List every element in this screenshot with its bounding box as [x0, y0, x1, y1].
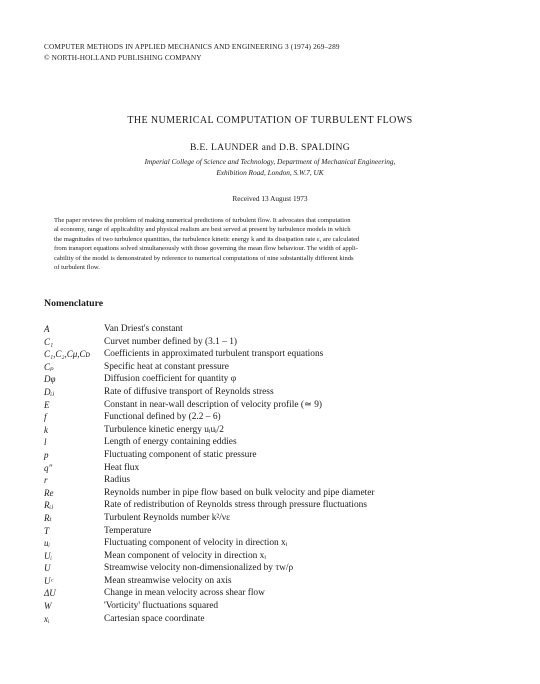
- nomenclature-definition: Functional defined by (2.2 – 6): [104, 412, 221, 423]
- nomenclature-definition: Turbulent Reynolds number k²/νε: [104, 512, 231, 523]
- abstract-line: The paper reviews the problem of making numerical predictions of turbulent flow. It advocates that computation: [54, 217, 351, 224]
- nomenclature-item: [44, 336, 504, 349]
- nomenclature-definition: Rate of redistribution of Reynolds stress through pressure fluctuations: [104, 500, 367, 511]
- nomenclature-symbol: A: [44, 324, 50, 334]
- nomenclature-symbol: l: [44, 437, 47, 448]
- nomenclature-definition: Turbulence kinetic energy uᵢuᵢ/2: [104, 424, 224, 435]
- nomenclature-symbol: ΔU: [44, 588, 56, 599]
- nomenclature-symbol: Cₚ: [44, 361, 54, 372]
- journal-header: [44, 41, 340, 63]
- nomenclature-definition: Change in mean velocity across shear flow: [104, 588, 265, 599]
- nomenclature-symbol: uᵢ: [44, 538, 50, 549]
- nomenclature-definition: Fluctuating component of static pressure: [104, 449, 257, 460]
- received-date: Received 13 August 1973: [232, 194, 308, 203]
- nomenclature-symbol: q″: [44, 462, 53, 473]
- nomenclature-symbol: Uᶜ: [44, 575, 53, 586]
- nomenclature-item: [44, 386, 504, 399]
- nomenclature-item: [44, 575, 504, 588]
- nomenclature-symbol: U: [44, 563, 51, 574]
- nomenclature-item: [44, 512, 504, 525]
- nomenclature-item: [44, 537, 504, 550]
- nomenclature-item: [44, 474, 504, 487]
- abstract-line: the magnitudes of two turbulence quantities, the turbulence kinetic energy k and its dissipation rate ε, are calculated: [54, 235, 360, 243]
- nomenclature-definition: Specific heat at constant pressure: [104, 361, 229, 372]
- nomenclature-definition: Coefficients in approximated turbulent transport equations: [104, 349, 324, 360]
- nomenclature-symbol: C₁,C₂,Cμ,Cᴅ: [44, 349, 91, 360]
- nomenclature-definition: Curvet number defined by (3.1 – 1): [104, 336, 238, 347]
- nomenclature-symbol: Re: [44, 487, 54, 498]
- nomenclature-symbol: Rᵢⱼ: [44, 500, 54, 511]
- nomenclature-definition: Streamwise velocity non-dimensionalized by τw/ρ: [104, 563, 294, 574]
- abstract: [54, 216, 488, 272]
- nomenclature-item: [44, 525, 504, 538]
- nomenclature-symbol: k: [44, 424, 48, 435]
- nomenclature-definition: Mean component of velocity in direction xᵢ: [104, 550, 266, 561]
- nomenclature-symbol: Dᵢⱼ: [44, 386, 55, 397]
- abstract-line: cability of the model is demonstrated by reference to numerical computations of nine substantially different kinds: [54, 254, 354, 262]
- affiliation-line-1: Imperial College of Science and Technology, Department of Mechanical Engineering,: [144, 157, 396, 166]
- nomenclature-definition: Reynolds number in pipe flow based on bulk velocity and pipe diameter: [104, 487, 375, 498]
- nomenclature-heading: Nomenclature: [44, 298, 104, 309]
- nomenclature-item: [44, 600, 504, 613]
- abstract-line: from transport equations solved simultaneously with those governing the mean flow behaviour. The width of appli-: [54, 245, 358, 253]
- nomenclature-symbol: r: [44, 475, 48, 486]
- nomenclature-symbol: f: [44, 412, 47, 423]
- nomenclature-item: [44, 449, 504, 462]
- nomenclature-item: [44, 613, 504, 626]
- nomenclature-symbol: T: [44, 525, 50, 536]
- nomenclature-definition: Temperature: [104, 525, 152, 536]
- nomenclature-item: [44, 323, 504, 336]
- nomenclature-symbol: Uᵢ: [44, 550, 52, 561]
- nomenclature-item: [44, 499, 504, 512]
- nomenclature-item: [44, 424, 504, 437]
- nomenclature-definition: Cartesian space coordinate: [104, 613, 205, 624]
- nomenclature-definition: Length of energy containing eddies: [104, 437, 237, 448]
- nomenclature-definition: 'Vorticity' fluctuations squared: [104, 601, 219, 612]
- nomenclature-symbol: p: [44, 449, 49, 460]
- paper-title: THE NUMERICAL COMPUTATION OF TURBULENT FLOWS: [127, 115, 413, 126]
- nomenclature-item: [44, 487, 504, 500]
- nomenclature-definition: Fluctuating component of velocity in direction xᵢ: [104, 538, 288, 549]
- nomenclature-item: [44, 361, 504, 374]
- nomenclature-symbol: E: [44, 399, 50, 410]
- nomenclature-symbol: W: [44, 601, 52, 612]
- nomenclature-list: [44, 323, 504, 625]
- paper-authors: B.E. LAUNDER and D.B. SPALDING: [189, 142, 351, 153]
- affiliation: [0, 157, 540, 178]
- abstract-line: al economy, range of applicability and physical realism are best served at present by turbulence models in which: [54, 226, 351, 234]
- nomenclature-item: [44, 550, 504, 563]
- nomenclature-definition: Heat flux: [104, 462, 140, 473]
- nomenclature-item: [44, 373, 504, 386]
- nomenclature-definition: Constant in near-wall description of velocity profile (≃ 9): [104, 399, 323, 410]
- nomenclature-definition: Mean streamwise velocity on axis: [104, 575, 232, 586]
- publisher-line: © NORTH-HOLLAND PUBLISHING COMPANY: [44, 53, 202, 62]
- abstract-line: of turbulent flow.: [54, 264, 100, 272]
- nomenclature-definition: Diffusion coefficient for quantity φ: [104, 374, 237, 385]
- nomenclature-item: [44, 562, 504, 575]
- nomenclature-definition: Rate of diffusive transport of Reynolds stress: [104, 386, 274, 397]
- nomenclature-item: [44, 436, 504, 449]
- nomenclature-item: [44, 348, 504, 361]
- nomenclature-definition: Radius: [104, 475, 131, 486]
- nomenclature-symbol: C₁: [44, 336, 54, 347]
- nomenclature-symbol: Rₜ: [44, 512, 52, 523]
- nomenclature-item: [44, 462, 504, 475]
- nomenclature-item: [44, 587, 504, 600]
- affiliation-line-2: Exhibition Road, London, S.W.7, UK: [216, 167, 324, 177]
- journal-citation: COMPUTER METHODS IN APPLIED MECHANICS AND ENGINEERING 3 (1974) 269–289: [44, 42, 340, 51]
- nomenclature-symbol: Dφ: [44, 374, 56, 385]
- nomenclature-definition: Van Driest's constant: [104, 324, 183, 334]
- nomenclature-symbol: xᵢ: [44, 613, 50, 624]
- nomenclature-item: [44, 411, 504, 424]
- nomenclature-item: [44, 399, 504, 412]
